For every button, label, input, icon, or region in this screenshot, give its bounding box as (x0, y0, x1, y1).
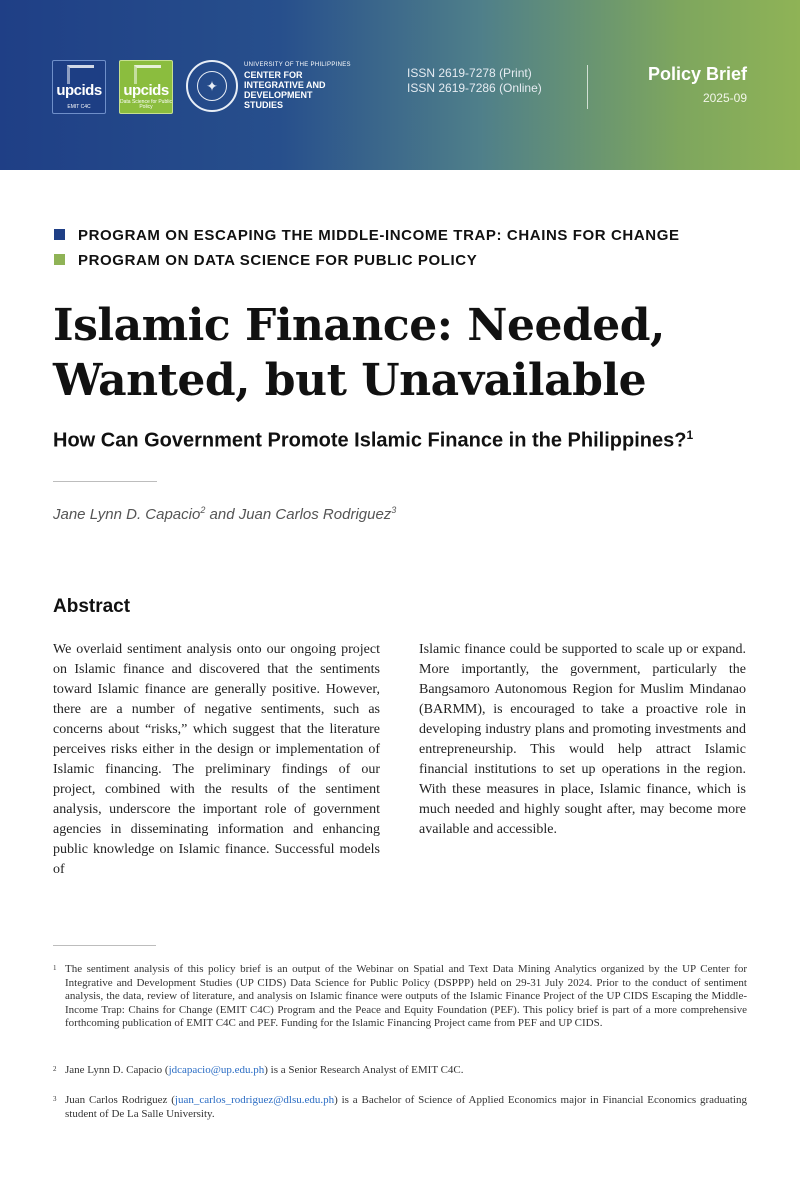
footnote-divider (53, 945, 156, 946)
email-link[interactable]: juan_carlos_rodriguez@dlsu.edu.ph (174, 1094, 335, 1106)
center-name-line: CENTER FOR (244, 70, 303, 80)
issn-block (407, 66, 542, 96)
green-square-icon (54, 254, 65, 265)
page-title (53, 298, 753, 408)
footnote-ref[interactable]: 1 (686, 428, 694, 442)
footnote-number: 3 (53, 1095, 57, 1103)
seal-star-icon: ✦ (206, 78, 218, 94)
author-name: Juan Carlos Rodriguez (238, 506, 392, 523)
footnote-2 (53, 1064, 747, 1078)
footnote-text: Juan Carlos Rodriguez ( (65, 1094, 175, 1106)
navy-square-icon (54, 229, 65, 240)
footnote-text: The sentiment analysis of this policy brief is an output of the Webinar on Spatial and Text Data Mining Analytics organized by the UP Center for Integrative and Development Studies (UP CIDS) Data Science for Public Policy (DSPPP) held on 29-31 July 2024. Prior to the conduct of sentiment analysis, the data, review of literature, and analysis on Islamic finance were outputs of the Islamic Finance Project of the UP CIDS Escaping the Middle-Income Trap: Chains for Change (EMIT C4C) Program and the Peace and Equity Foundation (PEF). This policy brief is part of a more comprehensive forthcoming publication of EMIT C4C and PEF. Funding for the Islamic Financing Project came from PEF and UP CIDS. (65, 963, 747, 1029)
logo2-text: upcids (123, 82, 169, 99)
center-name-line: STUDIES (244, 100, 284, 110)
logo1-sub: EMIT C4C (67, 104, 91, 110)
page-subtitle (53, 428, 693, 453)
logo2-sub: Data Science for Public Policy (120, 99, 172, 110)
footnote-number: 2 (53, 1065, 57, 1073)
program-dsppp (54, 252, 477, 269)
author-joiner: and (205, 506, 239, 523)
email-link[interactable]: jdcapacio@up.edu.ph (168, 1064, 265, 1076)
doc-number: 2025-09 (702, 91, 747, 105)
program-label: PROGRAM ON ESCAPING THE MIDDLE-INCOME TRAP: CHAINS FOR CHANGE (78, 227, 680, 244)
footnote-1 (53, 963, 747, 1031)
issn-print: ISSN 2619-7278 (Print) (407, 66, 532, 80)
footnote-3 (53, 1094, 747, 1121)
abstract-column-2: Islamic finance could be supported to scale up or expand. More importantly, the government, particularly the Bangsamoro Autonomous Region for Muslim Mindanao (BARMM), is encouraged to take a proactive role in developing industry plans and promoting investments and entrepreneurship. This would help attract Islamic financial institutions to set up operations in the region. With these measures in place, Islamic finance, which is much needed and highly sought after, may become more available and accessible. (419, 642, 746, 837)
center-name-line: DEVELOPMENT (244, 90, 313, 100)
subtitle-text: How Can Government Promote Islamic Finance in the Philippines? (53, 429, 687, 452)
footnote-text: Jane Lynn D. Capacio ( (65, 1064, 169, 1076)
issn-online: ISSN 2619-7286 (Online) (407, 81, 542, 95)
center-name-line: INTEGRATIVE AND (244, 80, 326, 90)
title-line: Wanted, but Unavailable (53, 355, 647, 406)
footnote-text: ) is a Senior Research Analyst of EMIT C4C. (264, 1064, 464, 1076)
header-divider (587, 65, 588, 109)
author-name: Jane Lynn D. Capacio (53, 506, 201, 523)
university-name: UNIVERSITY OF THE PHILIPPINES (244, 62, 351, 68)
authors (53, 505, 396, 523)
divider (53, 481, 157, 482)
footnote-ref[interactable]: 3 (391, 505, 397, 515)
abstract-column-1: We overlaid sentiment analysis onto our ongoing project on Islamic finance and discovered that the sentiments toward Islamic finance are generally positive. However, there are a number of negative sentiments, such as concerns about “risks,” which suggest that the literature perceives risks either in the design or implementation of Islamic financing. The preliminary findings of our project, combined with the results of the sentiment analysis, underscore the important role of government agencies in disseminating information and enhancing public knowledge on Islamic finance. Successful models of (53, 642, 380, 877)
footnote-text: ) is a Bachelor of Science of Applied Economics major in Financial Economics graduating student of De La Salle University. (65, 1094, 747, 1120)
title-line: Islamic Finance: Needed, (53, 300, 665, 351)
logo1-text: upcids (56, 82, 102, 99)
upcids-emit-logo (52, 60, 106, 114)
upcids-dsppp-logo (119, 60, 173, 114)
cids-wordmark (244, 62, 351, 110)
up-seal-icon (186, 60, 238, 112)
header-band (0, 0, 800, 170)
program-emit (54, 227, 680, 244)
footnote-ref[interactable]: 2 (200, 505, 206, 515)
abstract-heading: Abstract (53, 596, 131, 617)
doc-type: Policy Brief (647, 64, 747, 84)
footnote-number: 1 (53, 964, 57, 972)
program-label: PROGRAM ON DATA SCIENCE FOR PUBLIC POLICY (78, 252, 478, 269)
